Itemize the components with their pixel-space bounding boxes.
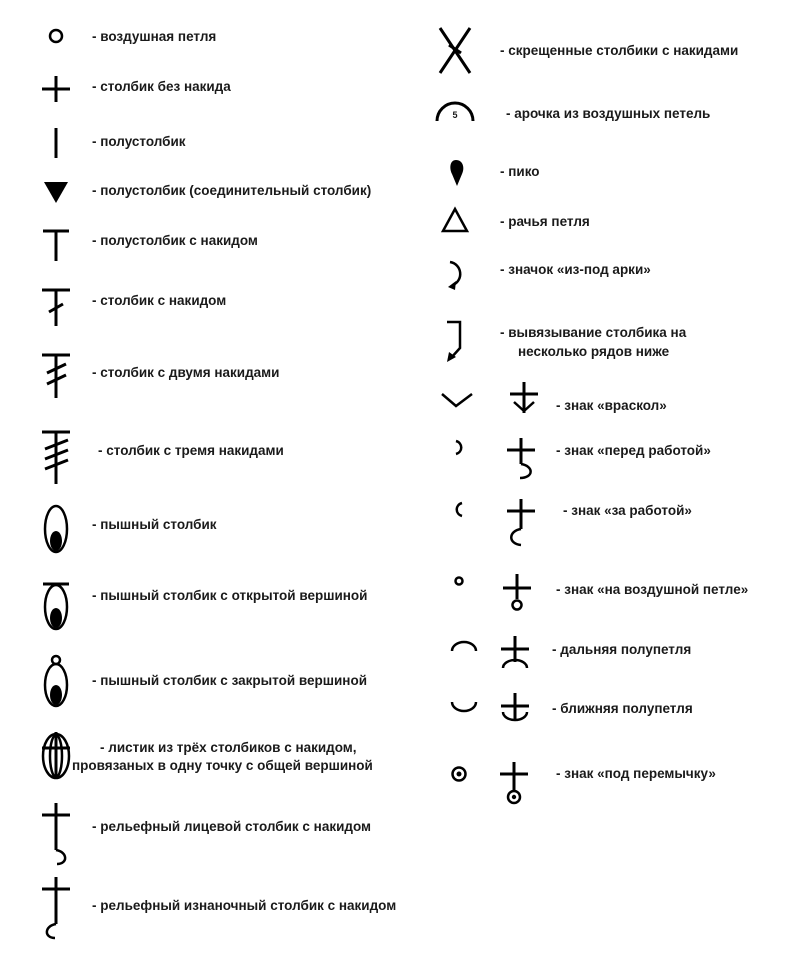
- legend-row-far-loop: [452, 636, 691, 668]
- front-bracket-icon: [456, 441, 461, 454]
- under-bar-stitch-icon: [500, 762, 528, 803]
- legend-label-puff-open: - пышный столбик с открытой вершиной: [92, 588, 368, 603]
- leaf-cluster-icon: [42, 732, 70, 779]
- legend-label-fpdc: - рельефный лицевой столбик с накидом: [92, 819, 372, 834]
- legend-row-crab: [443, 209, 590, 231]
- small-circle-icon: [456, 578, 463, 585]
- legend-row-spread: [442, 382, 667, 413]
- legend-row-on-chain: [456, 574, 749, 610]
- legend-row-chain: [50, 29, 216, 44]
- legend-label-under-bar: - знак «под перемычку»: [556, 766, 716, 781]
- puff-stitch-icon: [45, 506, 67, 552]
- legend-label-hs: - полустолбик: [92, 134, 186, 149]
- legend-row-under-bar: [453, 762, 716, 803]
- dotted-circle-icon: [453, 768, 466, 781]
- chain-stitch-icon: [50, 30, 62, 42]
- legend-row-under-arch: [448, 262, 651, 290]
- legend-row-picot: [450, 160, 539, 186]
- on-chain-stitch-icon: [503, 574, 531, 610]
- far-loop-stitch-icon: [501, 636, 529, 668]
- legend-label-slip: - полустолбик (соединительный столбик): [92, 183, 372, 198]
- legend-label-picot: - пико: [500, 164, 540, 179]
- legend-row-crossed: [440, 28, 738, 73]
- legend-label-under-arch: - значок «из-под арки»: [500, 262, 651, 277]
- legend-label-spread: - знак «враскол»: [556, 398, 667, 413]
- legend-label-arch: - арочка из воздушных петель: [506, 106, 711, 121]
- legend-row-hdc: [43, 231, 258, 261]
- legend-label-on-chain: - знак «на воздушной петле»: [556, 582, 749, 597]
- legend-label-chain: - воздушная петля: [92, 29, 217, 44]
- near-loop-arc-icon: [452, 702, 476, 711]
- behind-work-stitch-icon: [507, 499, 535, 545]
- legend-row-puff-open: [43, 584, 367, 629]
- legend-row-dc: [42, 290, 226, 326]
- rows-below-icon: [447, 322, 460, 362]
- legend-label-near-loop: - ближняя полупетля: [552, 701, 693, 716]
- legend-row-behind: [457, 499, 692, 545]
- legend-row-near-loop: [452, 693, 693, 720]
- legend-row-hs: [56, 128, 186, 158]
- legend-label-front: - знак «перед работой»: [556, 443, 711, 458]
- spread-v-icon: [442, 394, 472, 406]
- legend-label-crossed: - скрещенные столбики с накидами: [500, 43, 739, 58]
- behind-bracket-icon: [457, 503, 462, 516]
- back-post-dc-icon: [42, 877, 70, 938]
- legend-label-puff-closed: - пышный столбик с закрытой вершиной: [92, 673, 367, 688]
- legend-label-tr: - столбик с двумя накидами: [92, 365, 280, 380]
- legend-row-rows-below: [447, 322, 687, 362]
- legend-label-leaf-line2: провязаных в одну точку с общей вершиной: [72, 758, 373, 773]
- under-arch-icon: [448, 262, 460, 290]
- puff-open-top-icon: [43, 584, 69, 629]
- legend-label-dtr: - столбик с тремя накидами: [98, 443, 284, 458]
- legend-row-dtr: [42, 432, 284, 484]
- half-double-crochet-icon: [43, 231, 69, 261]
- legend-label-rows-below-line1: - вывязывание столбика на: [500, 325, 687, 340]
- slip-stitch-icon: [44, 182, 68, 203]
- legend-label-crab: - рачья петля: [500, 214, 590, 229]
- legend-label-sc: - столбик без накида: [92, 79, 231, 94]
- legend-row-tr: [42, 355, 279, 398]
- spread-stitch-icon: [510, 382, 538, 413]
- legend-label-dc: - столбик с накидом: [92, 293, 227, 308]
- double-treble-crochet-icon: [42, 432, 70, 484]
- picot-icon: [450, 160, 463, 186]
- legend-row-sc: [42, 76, 231, 102]
- crab-stitch-icon: [443, 209, 467, 231]
- legend-row-puff: [45, 506, 217, 552]
- legend-row-puff-closed: [45, 656, 367, 706]
- legend-row-bpdc: [42, 877, 396, 938]
- front-work-stitch-icon: [507, 438, 535, 478]
- legend-label-far-loop: - дальняя полупетля: [552, 642, 692, 657]
- legend-row-arch: [437, 103, 710, 121]
- double-crochet-icon: [42, 290, 70, 326]
- legend-label-bpdc: - рельефный изнаночный столбик с накидом: [92, 898, 397, 913]
- legend-row-slip: [44, 182, 371, 203]
- far-loop-arc-icon: [452, 642, 476, 651]
- legend-label-leaf-line1: - листик из трёх столбиков с накидом,: [100, 740, 357, 755]
- treble-crochet-icon: [42, 355, 70, 398]
- legend-label-behind: - знак «за работой»: [563, 503, 692, 518]
- arch-count-label: 5: [452, 110, 458, 120]
- front-post-dc-icon: [42, 803, 70, 864]
- near-loop-stitch-icon: [501, 693, 529, 720]
- puff-closed-top-icon: [45, 656, 67, 706]
- single-crochet-icon: [42, 76, 70, 102]
- legend-row-fpdc: [42, 803, 371, 864]
- legend-row-front: [456, 438, 711, 478]
- legend-label-rows-below-line2: несколько рядов ниже: [518, 344, 670, 359]
- crossed-dc-icon: [440, 28, 470, 73]
- legend-label-puff: - пышный столбик: [92, 517, 217, 532]
- chain-arch-icon: [437, 103, 473, 121]
- legend-row-leaf: [42, 732, 373, 779]
- legend-label-hdc: - полустолбик с накидом: [92, 233, 258, 248]
